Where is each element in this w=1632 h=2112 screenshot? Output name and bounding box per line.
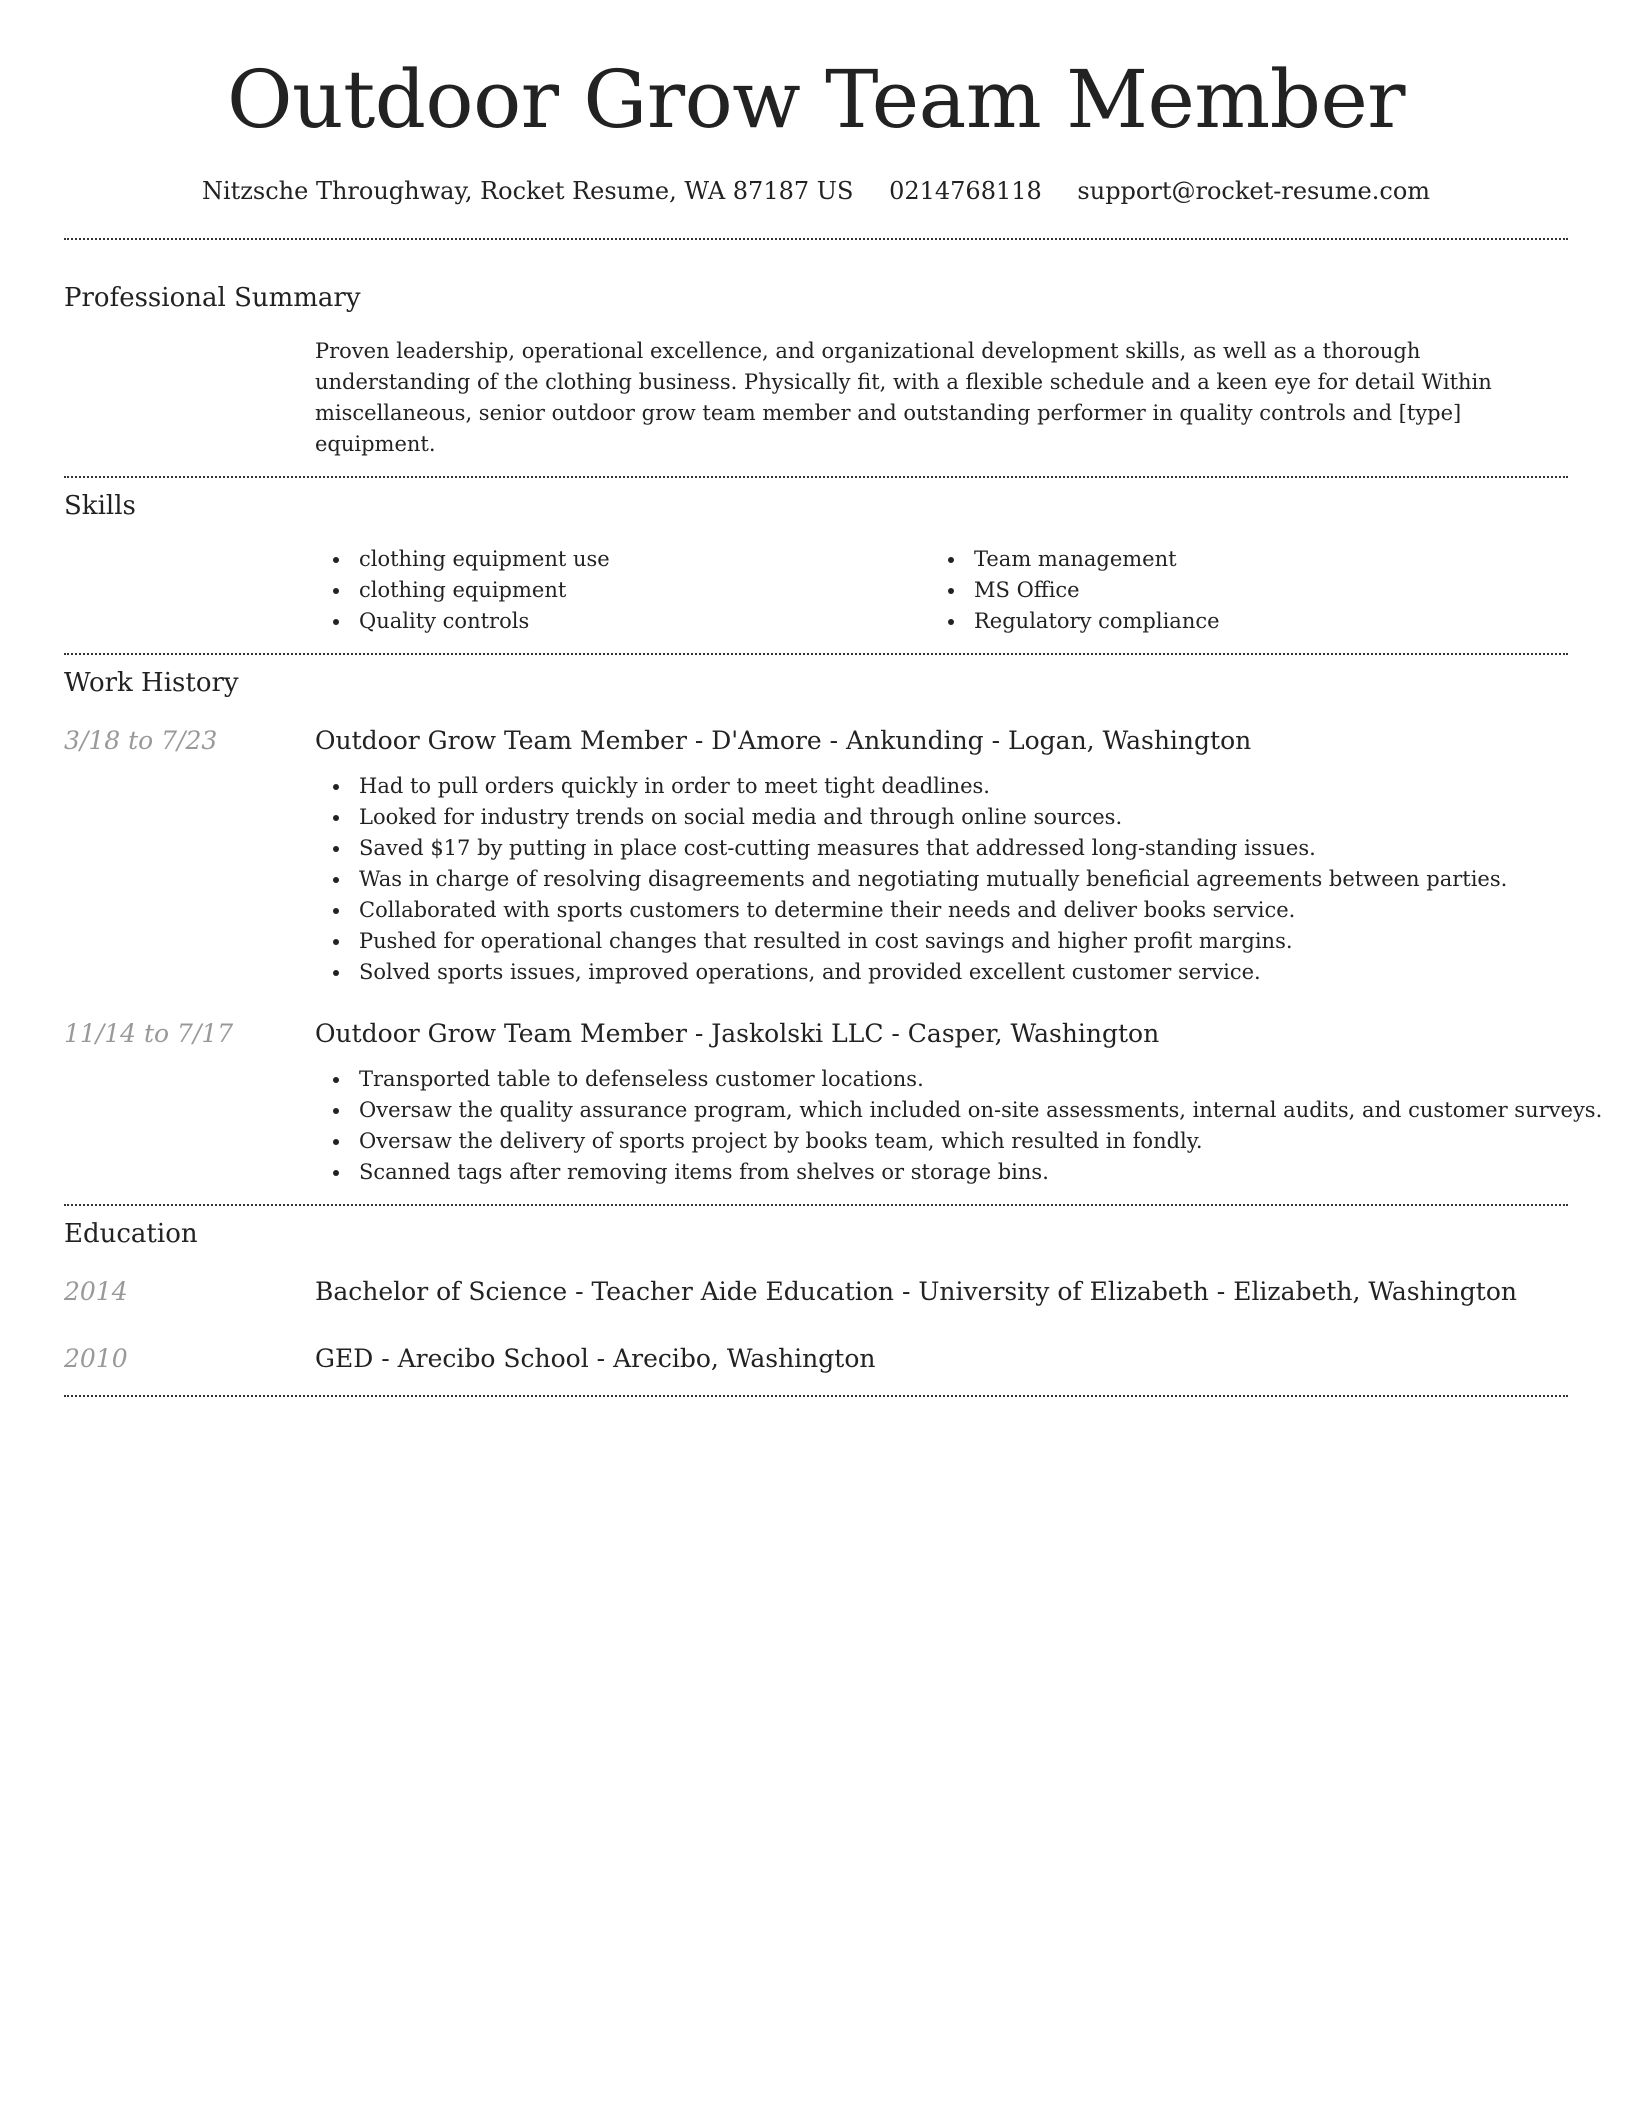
education-section xyxy=(64,1218,1568,1375)
skills-grid xyxy=(315,544,1568,637)
job-bullet: Solved sports issues, improved operations, and provided excellent customer service. xyxy=(359,957,1568,988)
summary-spacer xyxy=(64,336,315,460)
job-entry xyxy=(64,1018,1603,1188)
job-role: Outdoor Grow Team Member xyxy=(315,1019,687,1048)
education-heading: Education xyxy=(64,1219,198,1249)
job-entry xyxy=(64,725,1568,988)
skill-item: MS Office xyxy=(974,575,1545,606)
job-bullet: Oversaw the quality assurance program, which included on-site assessments, internal audits, and customer surveys. xyxy=(359,1095,1568,1126)
job-bullet: Was in charge of resolving disagreements and negotiating mutually beneficial agreements between parties. xyxy=(359,864,1568,895)
job-bullet: Looked for industry trends on social media and through online sources. xyxy=(359,802,1568,833)
job-employer: - Jaskolski LLC - Casper, Washington xyxy=(686,1019,1160,1048)
job-bullets xyxy=(315,771,1568,988)
education-degree: Bachelor of Science - Teacher Aide Education xyxy=(315,1277,895,1306)
job-bullet: Saved $17 by putting in place cost-cutting measures that addressed long-standing issues. xyxy=(359,833,1568,864)
contact-phone: 0214768118 xyxy=(889,177,1042,205)
education-line xyxy=(315,1276,1568,1308)
summary-section xyxy=(64,282,1568,460)
contact-line xyxy=(64,176,1568,206)
divider xyxy=(64,476,1568,478)
job-dates: 3/18 to 7/23 xyxy=(64,726,218,755)
job-bullet: Scanned tags after removing items from shelves or storage bins. xyxy=(359,1157,1568,1188)
summary-row xyxy=(64,336,1568,460)
skills-section xyxy=(64,490,1568,637)
resume-name-title: Outdoor Grow Team Member xyxy=(226,53,1406,146)
skill-item: Team management xyxy=(974,544,1545,575)
education-entry xyxy=(64,1343,1568,1375)
job-bullet: Had to pull orders quickly in order to meet tight deadlines. xyxy=(359,771,1568,802)
contact-email: support@rocket-resume.com xyxy=(1077,177,1431,205)
skills-list-left xyxy=(315,544,930,637)
job-bullets xyxy=(315,1064,1603,1188)
job-role: Outdoor Grow Team Member xyxy=(315,726,687,755)
divider xyxy=(64,1395,1568,1397)
work-heading: Work History xyxy=(64,668,239,698)
skill-item: clothing equipment xyxy=(359,575,930,606)
resume-page xyxy=(64,0,1603,1397)
summary-text: Proven leadership, operational excellence, and organizational development skills, as well as a thorough understanding of the clothing business. Physically fit, with a flexible schedule and a keen eye for detail Within miscellaneous, senior outdoor grow team member and outstanding performer in quality controls and [type] equipment. xyxy=(315,339,1492,456)
education-degree: GED xyxy=(315,1344,374,1373)
skills-heading: Skills xyxy=(64,491,136,521)
skills-list-right xyxy=(930,544,1545,637)
job-bullet: Oversaw the delivery of sports project by books team, which resulted in fondly. xyxy=(359,1126,1568,1157)
education-year: 2014 xyxy=(64,1277,128,1306)
education-year: 2010 xyxy=(64,1344,128,1373)
job-bullet: Pushed for operational changes that resulted in cost savings and higher profit margins. xyxy=(359,926,1568,957)
divider xyxy=(64,238,1568,240)
skill-item: Regulatory compliance xyxy=(974,606,1545,637)
job-title-line xyxy=(315,725,1568,757)
education-line xyxy=(315,1343,1568,1375)
job-title-line xyxy=(315,1018,1568,1050)
education-school: - University of Elizabeth - Elizabeth, Washington xyxy=(894,1277,1518,1306)
contact-address: Nitzsche Throughway, Rocket Resume, WA 87187 US xyxy=(201,177,854,205)
job-dates: 11/14 to 7/17 xyxy=(64,1019,234,1048)
skills-row xyxy=(64,544,1568,637)
skill-item: clothing equipment use xyxy=(359,544,930,575)
work-section xyxy=(64,667,1603,1188)
education-entry xyxy=(64,1276,1568,1308)
job-bullet: Collaborated with sports customers to determine their needs and deliver books service. xyxy=(359,895,1568,926)
skills-spacer xyxy=(64,544,315,637)
divider xyxy=(64,1204,1568,1206)
skill-item: Quality controls xyxy=(359,606,930,637)
job-bullet: Transported table to defenseless customer locations. xyxy=(359,1064,1568,1095)
divider xyxy=(64,653,1568,655)
job-employer: - D'Amore - Ankunding - Logan, Washington xyxy=(686,726,1252,755)
education-school: - Arecibo School - Arecibo, Washington xyxy=(373,1344,876,1373)
summary-heading: Professional Summary xyxy=(64,283,361,313)
